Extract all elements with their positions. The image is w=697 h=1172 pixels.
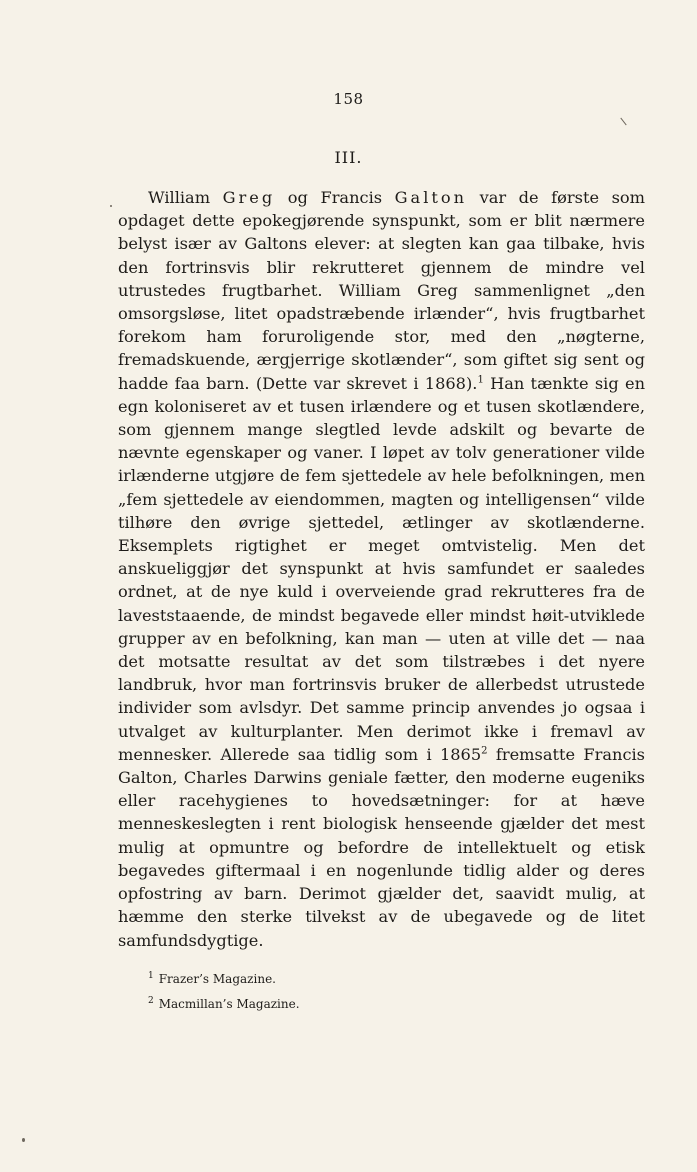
- footnotes: [148, 967, 618, 1017]
- section-heading: III.: [334, 148, 363, 167]
- footnote-text: Frazer’s Magazine.: [158, 972, 276, 986]
- footnote-item: [148, 967, 618, 992]
- spaced-name-greg: Greg: [222, 188, 276, 207]
- body-text-segment: var de første som opdaget dette epokegjørende synspunkt, som er blit nærmere belyst især av Galtons elever: at slegten kan gaa tilbake, hvis den fortrinsvis blir rekrutteret gjennem de mindre vel utrustedes frugtbarhet. William Greg sammenlignet „den omsorgsløse, litet opadstræbende irlænder“, hvis frugtbarhet forekom ham foruroligende stor, med den „nøgterne, fremadskuende, ærgjerrige skotlænder“, som giftet sig sent og hadde faa barn. (Dette var skrevet i 1868).: [118, 188, 645, 393]
- body-text-segment: og Francis: [275, 188, 395, 207]
- body-text-segment: fremsatte Francis Galton, Charles Darwins geniale fætter, den moderne eugeniks eller racehygienes to hovedsætninger: for at hæve menneskeslegten i rent biologisk henseende gjælder det mest mulig at opmuntre og befordre de intellektuelt og etisk begavedes giftermaal i en nogenlunde tidlig alder og deres opfostring av barn. Derimot gjælder det, saavidt mulig, at hæmme den sterke tilvekst av de ubegavede og de litet samfundsdygtige.: [118, 744, 645, 950]
- footnote-mark: 1: [148, 971, 154, 981]
- paper-speck: [22, 1138, 25, 1142]
- footnote-reference-1: 1: [477, 374, 484, 386]
- body-text-segment: William: [148, 188, 223, 207]
- paper-speck: [110, 205, 112, 207]
- page-number: 158: [333, 90, 364, 108]
- spaced-name-galton: Galton: [394, 188, 468, 207]
- footnote-mark: 2: [148, 996, 154, 1006]
- footnote-reference-2: 2: [481, 745, 488, 757]
- paper-mark: [620, 118, 626, 126]
- footnote-text: Macmillan’s Magazine.: [158, 997, 300, 1011]
- footnote-item: [148, 992, 618, 1017]
- body-paragraph: [118, 186, 645, 952]
- body-text-segment: Han tænkte sig en egn koloniseret av et tusen irlændere og et tusen skotlændere, som gjennem mange slegtled levde adskilt og bevarte de nævnte egenskaper og vaner. I løpet av tolv generationer vilde irlænderne utgjøre de fem sjettedele av hele befolkningen, men „fem sjettedele av eiendommen, magten og intelligensen“ vilde tilhøre den øvrige sjettedel, ætlinger av skotlænderne. Eksemplets rigtighet er meget omtvistelig. Men det anskueliggjør det synspunkt at hvis samfundet er saaledes ordnet, at de nye kuld i overveiende grad rekrutteres fra de laveststaaende, de mindst begavede eller mindst høit-utviklede grupper av en befolkning, kan man — uten at ville det — naa det motsatte resultat av det som tilstræbes i det nyere landbruk, hvor man fortrinsvis bruker de allerbedst utrustede individer som avlsdyr. Det samme princip anvendes jo ogsaa i utvalget av kulturplanter. Men derimot ikke i fremavl av mennesker. Allerede saa tidlig som i 1865: [118, 373, 646, 764]
